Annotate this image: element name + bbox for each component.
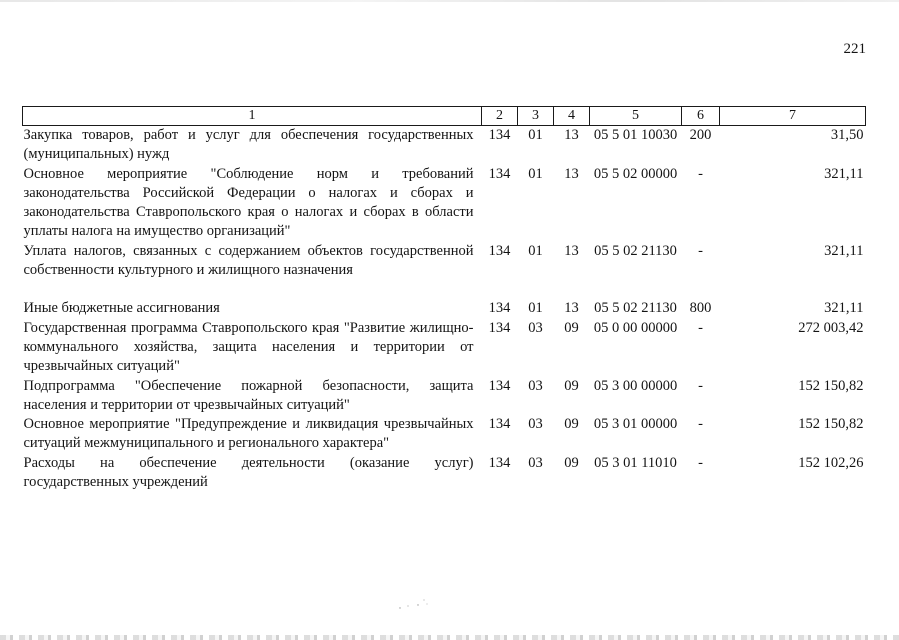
row-name: Закупка товаров, работ и услуг для обеспечения государственных (муниципальных) нужд [23,127,474,163]
row-ministry-code: 134 [488,454,511,471]
row-name: Основное мероприятие "Соблюдение норм и требований законодательства Российской Федерации о налогах и сборах и законодательства Ставропольского края о налогах и сборах в области уплаты налога на имущество организаций" [23,165,474,240]
row-target-code: 05 3 00 00000 [593,377,678,394]
row-amount: 152 150,82 [798,377,864,394]
row-subsection-code: 13 [564,127,579,143]
row-subsection-code: 13 [564,165,579,182]
row-expense-type: - [698,242,703,259]
row-name: Государственная программа Ставропольского края "Развитие жилищно-коммунального хозяйства, защита населения и территории от чрезвычайных ситуаций" [23,319,474,375]
budget-table [22,106,866,492]
row-subsection-code: 09 [564,454,579,471]
row-target-code: 05 3 01 11010 [594,454,677,471]
row-section-code: 03 [528,319,543,336]
row-target-code: 05 5 02 21130 [594,300,677,317]
row-name: Расходы на обеспечение деятельности (оказание услуг) государственных учреждений [23,454,474,491]
row-amount: 321,11 [824,300,864,317]
row-section-code: 01 [528,242,543,259]
table-row [23,126,866,165]
row-target-code: 05 3 01 00000 [593,416,678,433]
row-section-code: 03 [528,416,543,433]
row-amount: 152 150,82 [798,416,864,433]
row-section-code: 01 [528,300,543,317]
row-ministry-code: 134 [488,300,511,317]
row-expense-type: - [698,165,703,182]
row-ministry-code: 134 [488,165,511,182]
spacer-cell [23,280,866,299]
row-section-code: 01 [528,165,543,182]
scan-top-edge [0,0,899,2]
row-name: Иные бюджетные ассигнования [23,300,220,317]
row-subsection-code: 09 [564,319,579,336]
row-name: Основное мероприятие "Предупреждение и ликвидация чрезвычайных ситуаций межмуниципального и регионального характера" [23,416,474,452]
table-row [23,415,866,454]
row-amount: 321,11 [824,165,864,182]
header-col-3: 3 [518,107,554,126]
spacer-row [23,280,866,299]
header-col-6: 6 [682,107,720,126]
header-col-5: 5 [590,107,682,126]
row-name: Уплата налогов, связанных с содержанием объектов государственной собственности культурного и жилищного назначения [23,242,474,279]
row-subsection-code: 13 [564,300,579,317]
header-row [23,107,866,126]
row-target-code: 05 5 02 21130 [594,242,677,259]
table-row [23,454,866,493]
row-target-code: 05 5 02 00000 [593,165,678,182]
page-number: 221 [843,41,866,57]
row-amount: 152 102,26 [798,454,864,471]
row-subsection-code: 09 [564,377,579,394]
row-ministry-code: 134 [488,416,511,433]
row-amount: 321,11 [824,242,864,259]
table-body [23,126,866,493]
header-col-1: 1 [23,107,482,126]
row-target-code: 05 0 00 00000 [593,319,678,336]
row-section-code: 03 [528,454,543,471]
table-row [23,242,866,281]
table-row [23,377,866,416]
row-name: Подпрограмма "Обеспечение пожарной безопасности, защита населения и территории от чрезвычайных ситуаций" [23,377,474,413]
row-expense-type: 200 [689,127,712,143]
row-subsection-code: 09 [564,416,579,433]
row-subsection-code: 13 [564,242,579,259]
header-col-2: 2 [482,107,518,126]
row-amount: 31,50 [830,127,864,143]
table-header [23,107,866,126]
table-row [23,319,866,377]
table-row [23,165,866,242]
row-ministry-code: 134 [488,127,511,143]
row-expense-type: - [698,454,703,471]
row-ministry-code: 134 [488,242,511,259]
row-ministry-code: 134 [488,377,511,394]
row-ministry-code: 134 [488,319,511,336]
row-expense-type: - [698,416,703,433]
scan-artifact [396,596,432,612]
row-expense-type: 800 [689,300,712,317]
row-expense-type: - [698,377,703,394]
header-col-7: 7 [720,107,866,126]
row-section-code: 01 [528,127,543,143]
scan-bottom-edge [0,635,899,640]
row-section-code: 03 [528,377,543,394]
table-row [23,299,866,318]
header-col-4: 4 [554,107,590,126]
row-amount: 272 003,42 [798,319,864,336]
row-target-code: 05 5 01 10030 [593,127,678,143]
row-expense-type: - [698,319,703,336]
